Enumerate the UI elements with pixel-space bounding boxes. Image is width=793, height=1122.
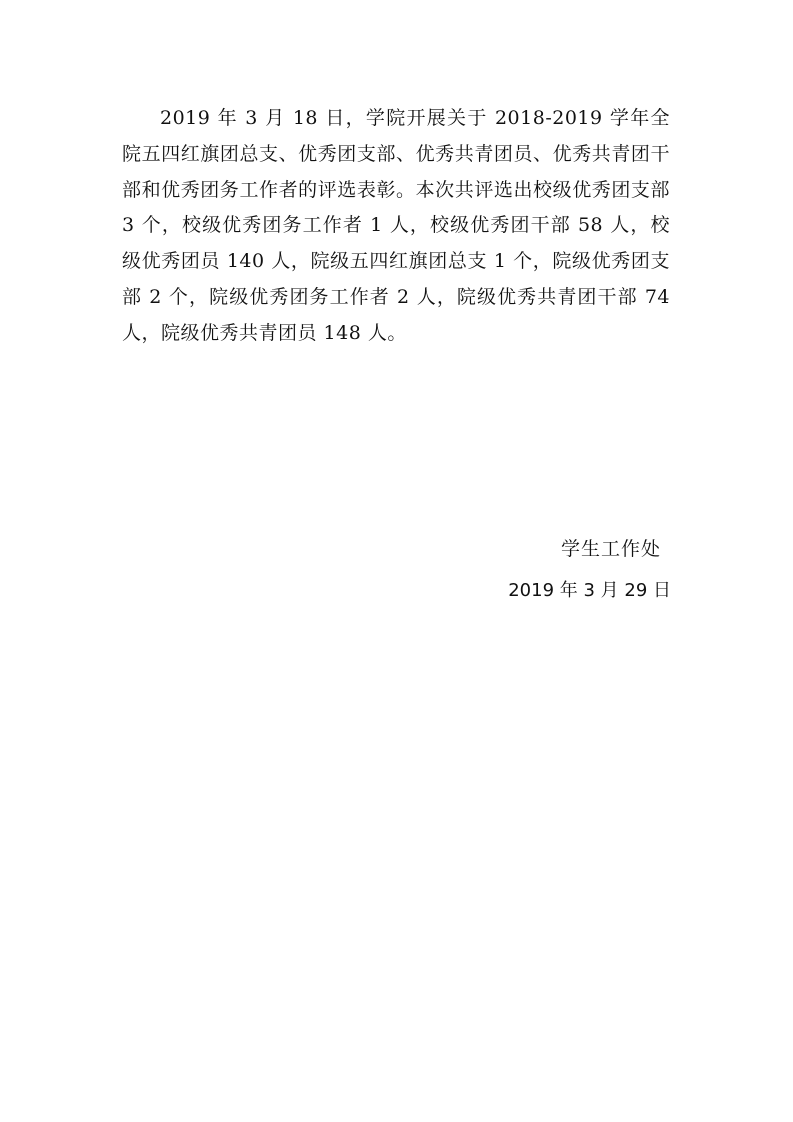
signoff-block (371, 531, 671, 609)
signoff-date: 2019 年 3 月 29 日 (508, 580, 671, 601)
signoff-department: 学生工作处 (560, 538, 661, 560)
body-paragraph: 2019 年 3 月 18 日，学院开展关于 2018-2019 学年全院五四红旗团总支、优秀团支部、优秀共青团员、优秀共青团干部和优秀团务工作者的评选表彰。本次共评选出校级优秀团支部 3 个，校级优秀团务工作者 1 人，校级优秀团干部 58 人，校级优秀团员 140 人，院级五四红旗团总支 1 个，院级优秀团支部 2 个，院级优秀团务工作者 2 人，院级优秀共青团干部 74 人，院级优秀共青团员 148 人。 (122, 107, 670, 344)
